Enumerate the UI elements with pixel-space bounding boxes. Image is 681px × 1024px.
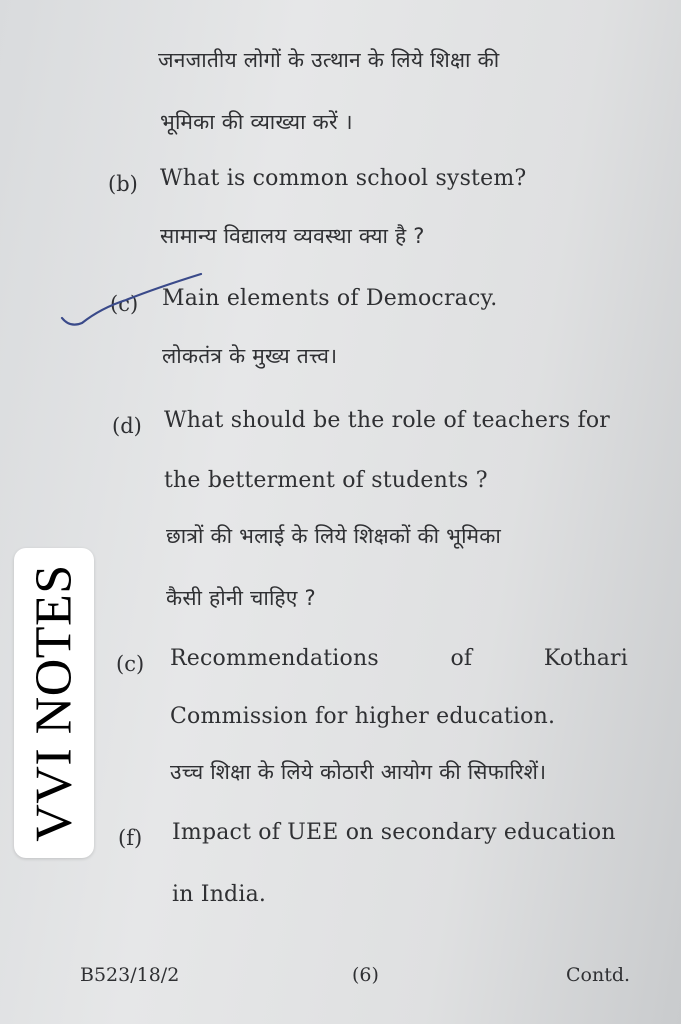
question-d-hindi-line1: छात्रों की भलाई के लिये शिक्षकों की भूमिका: [166, 524, 502, 548]
question-c2-english-line2: Commission for higher education.: [170, 704, 556, 729]
question-b-english: What is common school system?: [160, 166, 527, 191]
question-a-hindi-line1: जनजातीय लोगों के उत्थान के लिये शिक्षा की: [158, 48, 500, 72]
question-b-hindi: सामान्य विद्यालय व्यवस्था क्या है ?: [160, 224, 425, 248]
watermark-text: VVI NOTES: [25, 564, 83, 842]
watermark-badge: [14, 548, 94, 858]
question-a-hindi-line2: भूमिका की व्याख्या करें ।: [160, 110, 353, 134]
question-d-english-line1: What should be the role of teachers for: [164, 408, 611, 433]
question-d-hindi-line2: कैसी होनी चाहिए ?: [166, 586, 316, 610]
question-f-english-line1: Impact of UEE on secondary education: [172, 820, 616, 845]
question-f-english-line2: in India.: [172, 882, 267, 907]
question-c2-word-recommendations: Recommendations: [170, 646, 379, 671]
question-c1-hindi: लोकतंत्र के मुख्य तत्त्व।: [162, 344, 338, 368]
question-c2-hindi: उच्च शिक्षा के लिये कोठारी आयोग की सिफारिशें।: [170, 760, 547, 784]
question-c2-word-kothari: Kothari: [543, 646, 628, 671]
footer-paper-code: B523/18/2: [80, 964, 180, 986]
question-c1-label: (c): [110, 292, 139, 316]
question-c2-label: (c): [116, 652, 145, 676]
question-d-english-line2: the betterment of students ?: [164, 468, 488, 493]
question-d-label: (d): [112, 414, 142, 438]
footer-page-number: (6): [352, 964, 379, 986]
question-c2-word-of: of: [450, 646, 473, 671]
question-c1-english: Main elements of Democracy.: [162, 286, 498, 311]
question-b-label: (b): [108, 172, 138, 196]
footer-contd: Contd.: [566, 964, 631, 986]
question-c2-english-line1: [170, 648, 628, 670]
question-f-label: (f): [118, 826, 143, 850]
